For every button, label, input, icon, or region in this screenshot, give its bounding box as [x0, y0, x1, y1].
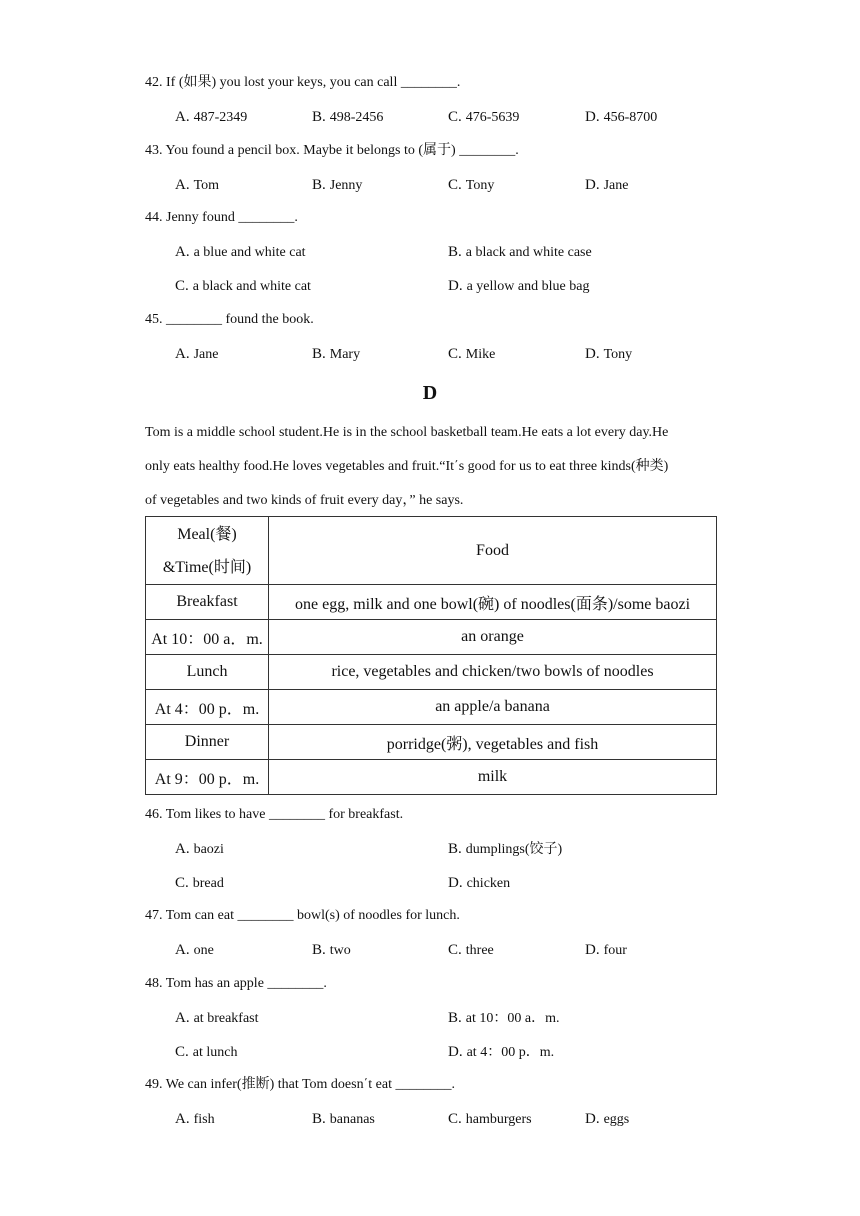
meal-cell: At 4：00 p．m. [146, 690, 269, 725]
q47-option-b[interactable] [312, 941, 351, 960]
option-text: dumplings(饺子) [465, 842, 563, 857]
table-header-row [146, 517, 717, 585]
q43-option-d[interactable] [585, 176, 628, 195]
meal-table [145, 516, 717, 795]
option-text: a blue and white cat [193, 245, 306, 260]
q47-option-c[interactable] [448, 941, 494, 960]
meal-cell: Breakfast [146, 585, 269, 620]
option-text: at 10：00 a．m. [465, 1011, 560, 1026]
q46-option-c[interactable] [175, 874, 224, 893]
passage-line: of vegetables and two kinds of fruit every day，” he says. [145, 493, 464, 508]
q43-option-c[interactable] [448, 176, 494, 195]
q43-option-a[interactable] [175, 176, 219, 195]
option-text: 487-2349 [193, 110, 248, 125]
food-cell: an apple/a banana [269, 690, 717, 725]
q46-option-a[interactable] [175, 840, 224, 859]
question-44-stem: 44. Jenny found ________. [145, 210, 298, 225]
table-row [146, 585, 717, 620]
food-cell: one egg, milk and one bowl(碗) of noodles(面条)/some baozi [269, 585, 717, 620]
food-cell: an orange [269, 620, 717, 655]
header-food: Food [269, 517, 717, 585]
option-text: Jane [193, 347, 219, 362]
q48-option-c[interactable] [175, 1043, 237, 1062]
q42-option-d[interactable] [585, 108, 657, 127]
option-letter: C. [448, 1111, 462, 1127]
food-cell: rice, vegetables and chicken/two bowls of noodles [269, 655, 717, 690]
option-text: Tony [465, 178, 495, 193]
option-letter: D. [448, 1044, 463, 1060]
q42-option-a[interactable] [175, 108, 247, 127]
q44-option-d[interactable] [448, 277, 589, 296]
header-meal-time [146, 517, 269, 585]
q48-option-b[interactable] [448, 1009, 559, 1028]
option-text: eggs [603, 1112, 630, 1127]
q44-option-b[interactable] [448, 243, 592, 262]
table-row [146, 690, 717, 725]
q44-option-a[interactable] [175, 243, 306, 262]
option-letter: D. [585, 109, 600, 125]
header-time-label: &Time(时间) [162, 558, 252, 576]
option-letter: C. [175, 1044, 189, 1060]
option-text: chicken [466, 876, 511, 891]
table-row [146, 655, 717, 690]
option-letter: D. [585, 346, 600, 362]
option-text: 498-2456 [329, 110, 384, 125]
option-text: a yellow and blue bag [466, 279, 590, 294]
q46-option-b[interactable] [448, 840, 562, 859]
option-letter: D. [585, 1111, 600, 1127]
option-text: 456-8700 [603, 110, 658, 125]
option-text: 476-5639 [465, 110, 520, 125]
option-text: Tom [193, 178, 220, 193]
option-letter: A. [175, 109, 190, 125]
question-45-stem: 45. ________ found the book. [145, 312, 314, 327]
option-letter: C. [175, 278, 189, 294]
option-text: Jane [603, 178, 629, 193]
passage-line: only eats healthy food.He loves vegetables and fruit.“It΄s good for us to eat three kinds(种类) [145, 459, 669, 474]
option-text: at 4：00 p．m. [466, 1045, 555, 1060]
question-43-stem: 43. You found a pencil box. Maybe it belongs to (属于) ________. [145, 143, 519, 158]
table-row [146, 760, 717, 795]
q47-option-a[interactable] [175, 941, 214, 960]
option-text: fish [193, 1112, 215, 1127]
header-meal-label: Meal(餐) [177, 525, 237, 543]
food-cell: porridge(粥), vegetables and fish [269, 725, 717, 760]
option-letter: B. [312, 346, 326, 362]
option-text: a black and white cat [192, 279, 311, 294]
option-letter: C. [448, 109, 462, 125]
question-47-stem: 47. Tom can eat ________ bowl(s) of noodles for lunch. [145, 908, 460, 923]
q49-option-d[interactable] [585, 1110, 629, 1129]
option-letter: B. [312, 942, 326, 958]
option-text: two [329, 943, 351, 958]
option-letter: A. [175, 244, 190, 260]
question-42-stem: 42. If (如果) you lost your keys, you can call ________. [145, 75, 461, 90]
q49-option-c[interactable] [448, 1110, 532, 1129]
q49-option-a[interactable] [175, 1110, 215, 1129]
meal-cell: Dinner [146, 725, 269, 760]
option-letter: C. [175, 875, 189, 891]
q45-option-d[interactable] [585, 345, 632, 364]
option-letter: A. [175, 177, 190, 193]
table-row [146, 725, 717, 760]
option-letter: D. [448, 875, 463, 891]
option-text: at breakfast [193, 1011, 259, 1026]
option-letter: B. [448, 1010, 462, 1026]
option-text: four [603, 943, 627, 958]
option-letter: A. [175, 1111, 190, 1127]
meal-cell: At 10：00 a．m. [146, 620, 269, 655]
option-letter: D. [585, 177, 600, 193]
q47-option-d[interactable] [585, 941, 627, 960]
option-letter: B. [448, 841, 462, 857]
option-letter: A. [175, 346, 190, 362]
section-heading: D [422, 382, 438, 404]
option-text: Mary [329, 347, 361, 362]
food-cell: milk [269, 760, 717, 795]
option-letter: B. [312, 177, 326, 193]
question-49-stem: 49. We can infer(推断) that Tom doesn΄t eat ________. [145, 1077, 455, 1092]
option-text: at lunch [192, 1045, 238, 1060]
option-text: bananas [329, 1112, 375, 1127]
option-text: Tony [603, 347, 633, 362]
option-letter: D. [585, 942, 600, 958]
q42-option-b[interactable] [312, 108, 383, 127]
table-row [146, 620, 717, 655]
option-letter: B. [312, 1111, 326, 1127]
q48-option-a[interactable] [175, 1009, 259, 1028]
question-48-stem: 48. Tom has an apple ________. [145, 976, 327, 991]
option-letter: A. [175, 841, 190, 857]
option-text: three [465, 943, 494, 958]
q44-option-c[interactable] [175, 277, 311, 296]
option-text: a black and white case [465, 245, 592, 260]
option-letter: D. [448, 278, 463, 294]
option-text: bread [192, 876, 224, 891]
option-text: Mike [465, 347, 496, 362]
option-letter: B. [312, 109, 326, 125]
option-text: Jenny [329, 178, 363, 193]
q43-option-b[interactable] [312, 176, 362, 195]
option-text: one [193, 943, 214, 958]
q45-option-c[interactable] [448, 345, 495, 364]
passage-line: Tom is a middle school student.He is in the school basketball team.He eats a lot every day.He [145, 425, 669, 440]
option-text: hamburgers [465, 1112, 532, 1127]
option-letter: C. [448, 346, 462, 362]
option-text: baozi [193, 842, 224, 857]
question-46-stem: 46. Tom likes to have ________ for breakfast. [145, 807, 404, 822]
option-letter: C. [448, 177, 462, 193]
option-letter: A. [175, 1010, 190, 1026]
meal-cell: At 9：00 p．m. [146, 760, 269, 795]
q45-option-b[interactable] [312, 345, 360, 364]
q45-option-a[interactable] [175, 345, 218, 364]
q42-option-c[interactable] [448, 108, 519, 127]
option-letter: A. [175, 942, 190, 958]
q48-option-d[interactable] [448, 1043, 554, 1062]
q46-option-d[interactable] [448, 874, 510, 893]
option-letter: C. [448, 942, 462, 958]
q49-option-b[interactable] [312, 1110, 375, 1129]
meal-cell: Lunch [146, 655, 269, 690]
option-letter: B. [448, 244, 462, 260]
